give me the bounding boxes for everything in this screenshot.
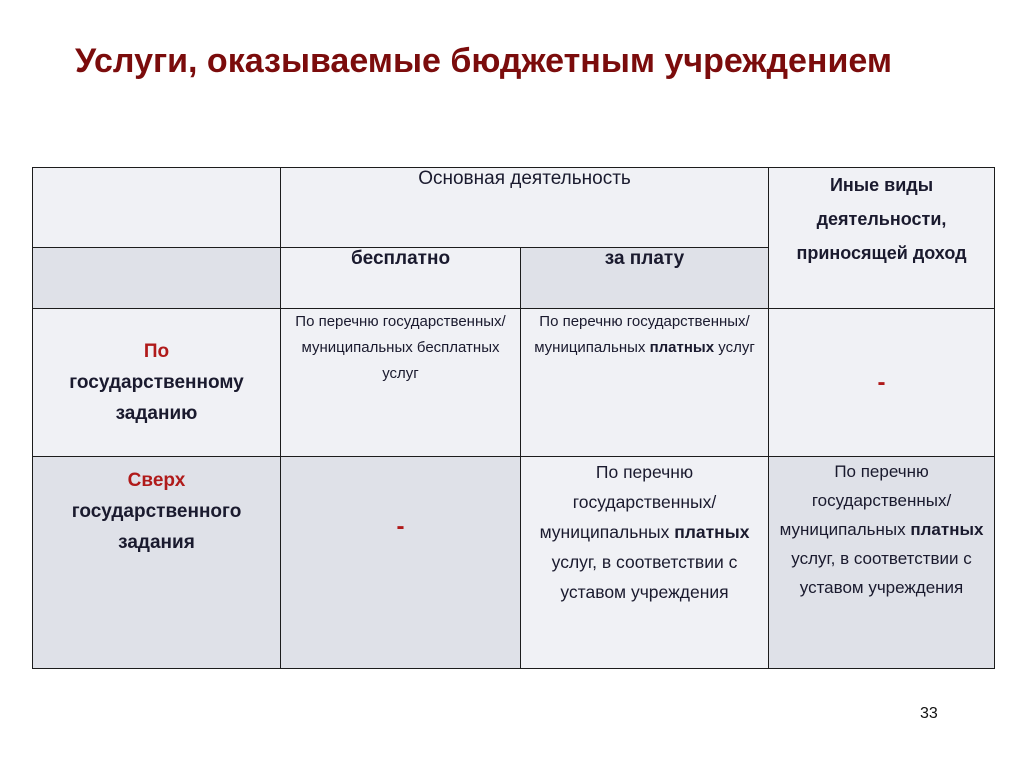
cell-text: услуг, в соответствии с уставом учреждения [551, 552, 738, 602]
slide-title: Услуги, оказываемые бюджетным учреждением [75, 42, 892, 80]
cell-free-empty [281, 457, 521, 669]
row-label-dark: государственному заданию [69, 372, 244, 424]
page-number: 33 [920, 705, 938, 722]
row-label-dark: государственного задания [71, 501, 242, 553]
cell-text: услуг, в соответствии с уставом учреждения [791, 549, 972, 597]
cell-paid-services-charter [521, 457, 769, 669]
cell-other-services-charter [769, 457, 995, 669]
cell-text-bold: платных [649, 339, 715, 356]
cell-paid-services [521, 309, 769, 457]
row-label-red: По [143, 341, 170, 362]
row-label-state-assignment [33, 309, 281, 457]
cell-text: По перечню государственных/ муниципальных [779, 462, 952, 539]
subheader-paid: за плату [521, 248, 769, 309]
services-table [32, 167, 995, 669]
header-main-activity: Основная деятельность [281, 168, 769, 248]
cell-other-empty [769, 309, 995, 457]
cell-text: По перечню государственных/ муниципальных [539, 462, 717, 542]
row-label-red: Сверх [127, 470, 186, 491]
dash-mark: - [877, 368, 886, 396]
cell-free-services: По перечню государственных/ муниципальных бесплатных услуг [281, 309, 521, 457]
subheader-free: бесплатно [281, 248, 521, 309]
header-other-activity: Иные виды деятельности, приносящей доход [769, 168, 995, 309]
cell-text-bold: платных [674, 522, 750, 542]
corner-cell [33, 168, 281, 248]
cell-text: По перечню государственных/ муниципальных [534, 313, 750, 356]
cell-text-bold: платных [910, 520, 984, 539]
dash-mark: - [396, 513, 405, 540]
subheader-empty-cell [33, 248, 281, 309]
row-label-over-assignment [33, 457, 281, 669]
cell-text: услуг [714, 339, 755, 356]
